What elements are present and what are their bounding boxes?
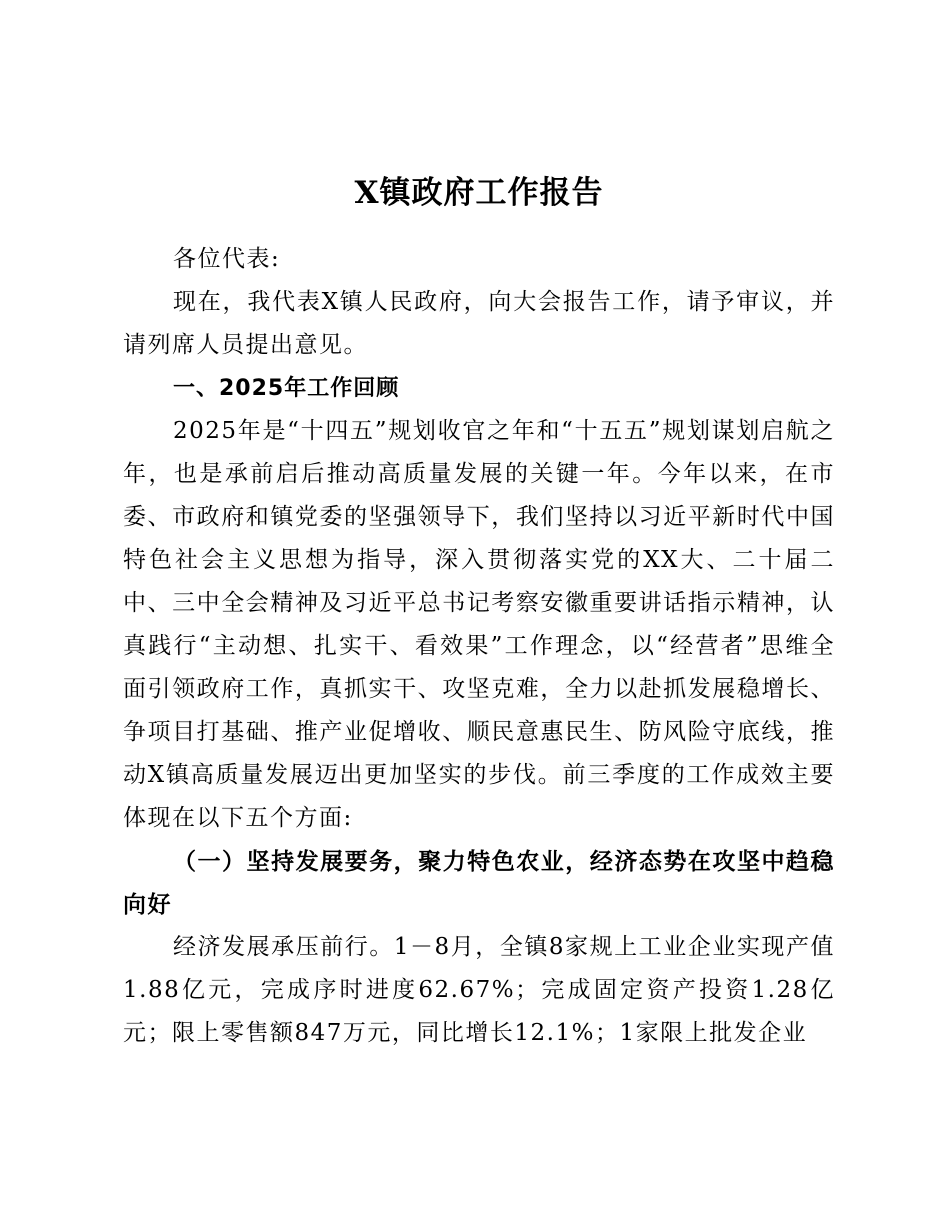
greeting: 各位代表: (173, 246, 281, 272)
section-heading-work-review: 一、2025年工作回顾 (173, 376, 400, 401)
section-intro-paragraph: 2025年是“十四五”规划收官之年和“十五五”规划谋划启航之年，也是承前启后推动高质量发展的关键一年。今年以来，在市委、市政府和镇党委的坚强领导下，我们坚持以习近平新时代中国特色社会主义思想为指导，深入贯彻落实党的XX大、二十届二中、三中全会精神及习近平总书记考察安徽重要讲话指示精神，认真践行“主动想、扎实干、看效果”工作理念，以“经营者”思维全面引领政府工作，真抓实干、攻坚克难，全力以赴抓发展稳增长、争项目打基础、推产业促增收、顺民意惠民生、防风险守底线，推动X镇高质量发展迈出更加坚实的步伐。前三季度的工作成效主要体现在以下五个方面: (123, 418, 835, 831)
subsection-body-paragraph: 经济发展承压前行。1－8月，全镇8家规上工业企业实现产值1.88亿元，完成序时进度62.67%；完成固定资产投资1.28亿元；限上零售额847万元，同比增长12.1%；1家限上批发企业 (123, 934, 835, 1046)
document-title: X镇政府工作报告 (354, 175, 604, 211)
document-body (123, 166, 835, 1055)
opening-paragraph: 现在，我代表X镇人民政府，向大会报告工作，请予审议，并请列席人员提出意见。 (123, 289, 835, 358)
subsection-heading-development: （一）坚持发展要务，聚力特色农业，经济态势在攻坚中趋稳向好 (123, 848, 835, 918)
